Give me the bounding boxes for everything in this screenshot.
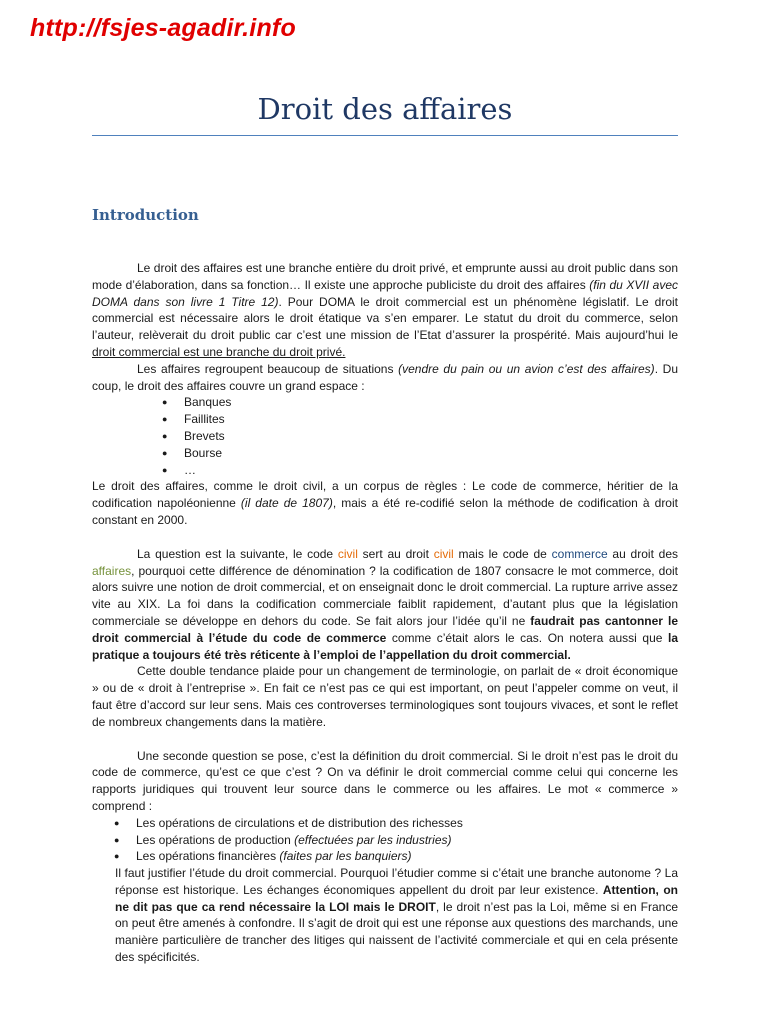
list-item: ● Les opérations de circulations et de distribution des richesses [114,815,678,832]
title-divider [92,135,678,136]
list-item: ● Banques [162,394,678,411]
list-item: ● Faillites [162,411,678,428]
list-item: ● Les opérations financières (faites par les banquiers) [114,848,678,865]
paragraph-2: Les affaires regroupent beaucoup de situations (vendre du pain ou un avion c’est des affaires). Du coup, le droit des affaires couvre un grand espace : [92,361,678,393]
list-item: ● Bourse [162,445,678,462]
paragraph-5: Cette double tendance plaide pour un changement de terminologie, on parlait de « droit économique » ou de « droit à l’entreprise ». En fait ce n’est pas ce qui est important, on peut l’appeler comme on veut, il faut être d’accord sur leur sens. Mais ces controverses terminologiques sont toujours vivaces, et sont le reflet de nombreux changements dans la matière. [92,664,678,729]
paragraph-6: Une seconde question se pose, c’est la définition du droit commercial. Si le droit n’est pas le droit du code de commerce, qu’est ce que c’est ? On va définir le droit commercial comme celui qui concerne les rapports juridiques qui trouvent leur source dans le commerce ou les affaires. Le mot « commerce » comprend : [92,748,678,813]
bullet-list-commerce [92,815,678,865]
site-url[interactable]: http://fsjes-agadir.info [30,14,296,42]
bullet-list-domains [92,394,678,478]
section-heading-introduction: Introduction [92,206,199,224]
list-item: ● … [162,462,678,479]
paragraph-7: Il faut justifier l’étude du droit commercial. Pourquoi l’étudier comme si c’était une branche autonome ? La réponse est historique. Les échanges économiques appellent du droit par leur existence. Attention, on ne dit pas que ca rend nécessaire la LOI mais le DROIT, le droit n’est pas la Loi, même si en France on peut être amenés à confondre. Il s’agit de droit qui est une réponse aux questions des marchands, une manière particulière de trancher des litiges qui naissent de l’activité commerciale et qui en cela présente des spécificités. [115,866,678,965]
paragraph-3: Le droit des affaires, comme le droit civil, a un corpus de règles : Le code de commerce, héritier de la codification napoléonienne (il date de 1807), mais a été re-codifié selon la méthode de codification à droit constant en 2000. [92,479,678,527]
paragraph-1: Le droit des affaires est une branche entière du droit privé, et emprunte aussi au droit public dans son mode d’élaboration, dans sa fonction… Il existe une approche publiciste du droit des affaires (fin du XVII avec DOMA dans son livre 1 Titre 12). Pour DOMA le droit commercial est un phénomène législatif. Le droit commercial est nécessaire alors le droit étatique va s’en emparer. Le statut du droit du commerce, selon l’auteur, relèverait du droit public car c’est une mission de l’Etat d’assurer la prospérité. Mais aujourd’hui le droit commercial est une branche du droit privé. [92,261,678,359]
document-body [92,260,678,966]
paragraph-4: La question est la suivante, le code civil sert au droit civil mais le code de commerce au droit des affaires, pourquoi cette différence de dénomination ? la codification de 1807 consacre le mot commerce, doit alors suivre une notion de droit commercial, et on enseignait donc le droit commercial. La rupture arrive assez vite au XIX. La foi dans la codification commerciale faiblit rapidement, d’autant plus que la législation commerciale se développe en dehors du code. Se fait alors jour l’idée qu’il ne faudrait pas cantonner le droit commercial à l’étude du code de commerce comme c’était alors le cas. On notera aussi que la pratique a toujours été très réticente à l’emploi de l’appellation du droit commercial. [92,546,679,662]
document-title: Droit des affaires [257,92,513,126]
list-item: ● Brevets [162,428,678,445]
list-item: ● Les opérations de production (effectuées par les industries) [114,832,678,849]
